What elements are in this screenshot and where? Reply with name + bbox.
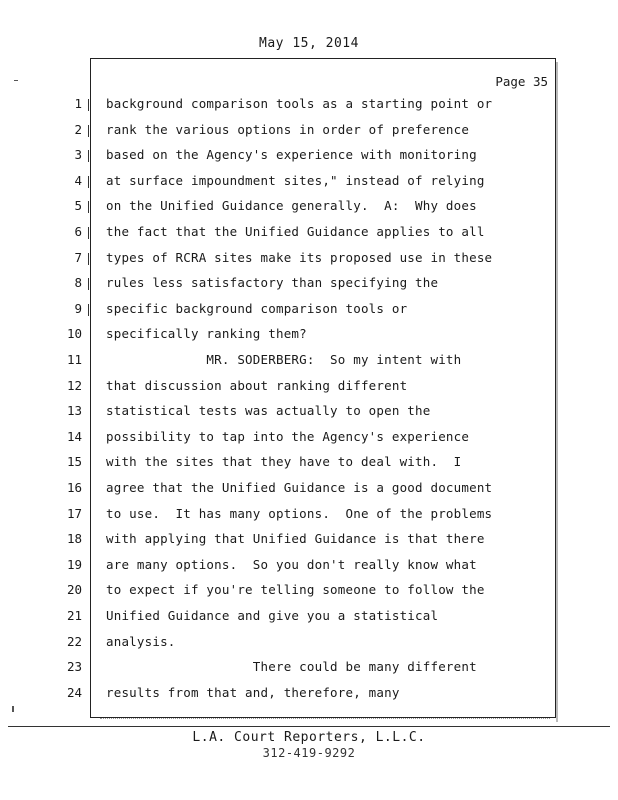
margin-tick (88, 304, 89, 316)
transcript-line (0, 378, 618, 404)
line-text: background comparison tools as a starting point or (106, 96, 493, 111)
line-number: 15 (66, 454, 82, 470)
transcript-line (0, 147, 618, 173)
transcript-line (0, 301, 618, 327)
footer-reporter: L.A. Court Reporters, L.L.C. (192, 730, 426, 745)
transcript-line (0, 685, 618, 711)
transcript-line (0, 634, 618, 660)
line-text: to expect if you're telling someone to follow the (106, 582, 485, 598)
margin-tick (88, 99, 89, 111)
margin-tick (88, 201, 89, 213)
transcript-line (0, 96, 618, 122)
transcript-line (0, 582, 618, 608)
page-date: May 15, 2014 (259, 36, 359, 51)
transcript-line (0, 480, 618, 506)
margin-tick (88, 176, 89, 188)
line-number: 24 (66, 684, 82, 700)
line-number: 17 (66, 505, 82, 521)
line-text: to use. It has many options. One of the problems (106, 505, 493, 521)
transcript-line (0, 659, 618, 685)
transcript-line (0, 403, 618, 429)
line-number: 11 (66, 352, 82, 367)
transcript-line (0, 275, 618, 301)
line-text: based on the Agency's experience with monitoring (106, 147, 477, 163)
line-text: MR. SODERBERG: So my intent with (106, 352, 462, 367)
line-text: that discussion about ranking different (106, 377, 408, 393)
transcript-line (0, 250, 618, 276)
line-number: 2 (74, 121, 82, 137)
line-number: 4 (74, 172, 82, 188)
line-text: at surface impoundment sites," instead of relying (106, 172, 485, 188)
line-text: are many options. So you don't really know what (106, 556, 477, 572)
margin-tick (88, 125, 89, 137)
line-text: agree that the Unified Guidance is a good document (106, 480, 493, 495)
line-text: Unified Guidance and give you a statistical (106, 608, 439, 623)
line-text: the fact that the Unified Guidance applies to all (106, 224, 485, 239)
transcript-line (0, 608, 618, 634)
line-number: 6 (74, 224, 82, 239)
line-text: specific background comparison tools or (106, 300, 408, 316)
transcript-line (0, 122, 618, 148)
line-text: possibility to tap into the Agency's experience (106, 428, 470, 444)
line-number: 23 (66, 659, 82, 675)
line-text: analysis. (106, 633, 176, 649)
transcript-line (0, 326, 618, 352)
line-number: 22 (66, 633, 82, 649)
bottom-rule (8, 726, 610, 727)
margin-tick (88, 278, 89, 290)
transcript-line (0, 454, 618, 480)
line-number: 1 (74, 96, 82, 111)
line-text: results from that and, therefore, many (106, 684, 400, 700)
line-text: with applying that Unified Guidance is that there (106, 531, 485, 547)
line-text: specifically ranking them? (106, 326, 307, 342)
transcript-line (0, 506, 618, 532)
line-number: 20 (66, 582, 82, 598)
line-number: 8 (74, 275, 82, 291)
transcript-line (0, 198, 618, 224)
transcript-line (0, 557, 618, 583)
line-text: on the Unified Guidance generally. A: Why does (106, 198, 477, 214)
line-text: rules less satisfactory than specifying the (106, 275, 439, 291)
transcript-line (0, 531, 618, 557)
line-number: 9 (74, 300, 82, 316)
line-number: 18 (66, 531, 82, 547)
scan-speck (14, 80, 18, 81)
footer-phone: 312-419-9292 (262, 746, 356, 760)
line-text: with the sites that they have to deal with. I (106, 454, 462, 470)
transcript-line (0, 173, 618, 199)
margin-tick (88, 253, 89, 265)
line-number: 10 (66, 326, 82, 342)
line-number: 16 (66, 480, 82, 495)
line-number: 19 (66, 556, 82, 572)
bottom-dotted-rule (100, 718, 550, 720)
line-number: 21 (66, 608, 82, 623)
line-number: 13 (66, 403, 82, 419)
line-text: rank the various options in order of preference (106, 121, 470, 137)
line-number: 14 (66, 428, 82, 444)
line-text: types of RCRA sites make its proposed use in these (106, 249, 493, 265)
scan-speck (12, 706, 14, 712)
line-number: 7 (74, 249, 82, 265)
line-text: There could be many different (106, 659, 477, 675)
transcript-line (0, 224, 618, 250)
transcript-line (0, 352, 618, 378)
margin-tick (88, 227, 89, 239)
line-number: 3 (74, 147, 82, 163)
line-number: 12 (66, 377, 82, 393)
line-text: statistical tests was actually to open the (106, 403, 431, 419)
margin-tick (88, 150, 89, 162)
line-number: 5 (74, 198, 82, 214)
page-number: Page 35 (495, 74, 548, 89)
transcript-line (0, 429, 618, 455)
